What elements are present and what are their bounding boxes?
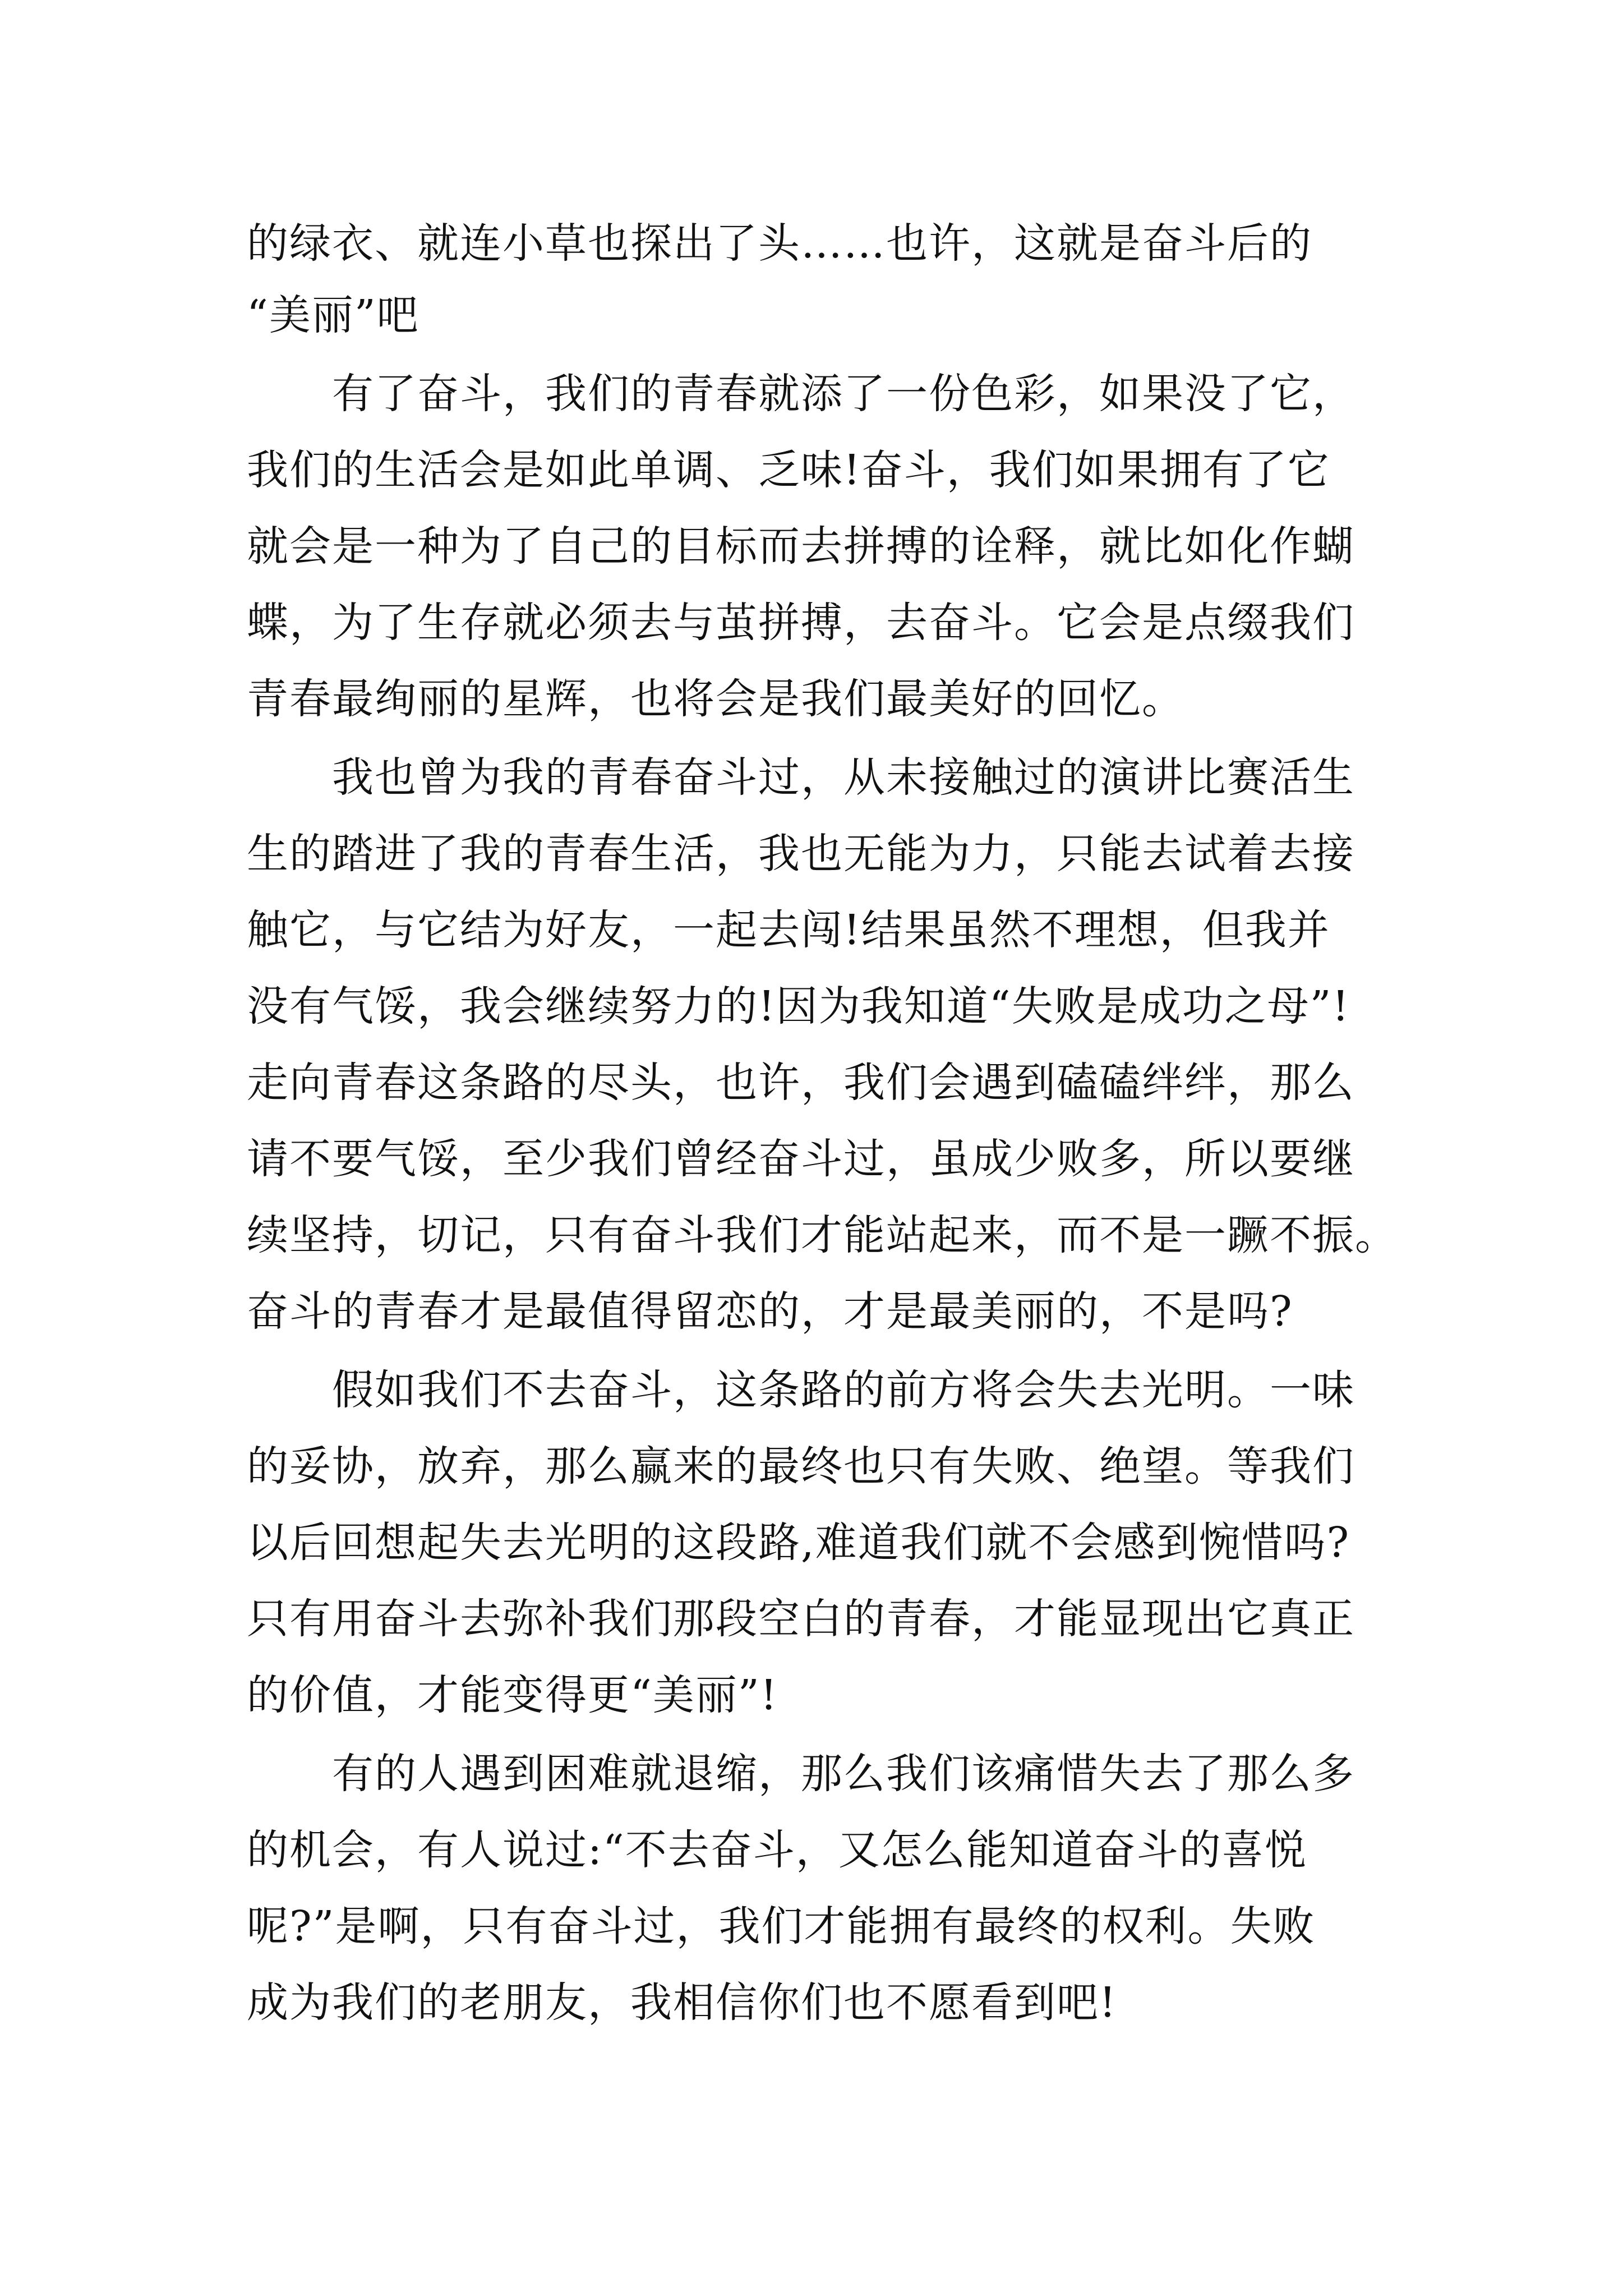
paragraph-first-line: 我也曾为我的青春奋斗过，从未接触过的演讲比赛活生 [332, 753, 1355, 802]
paragraph-first-line: 有的人遇到困难就退缩，那么我们该痛惜失去了那么多 [332, 1750, 1355, 1798]
text-line: 奋斗的青春才是最值得留恋的，才是最美丽的，不是吗? [247, 1287, 1293, 1336]
paragraph-first-line: 假如我们不去奋斗，这条路的前方将会失去光明。一味 [332, 1366, 1355, 1414]
text-line: 没有气馁，我会继续努力的!因为我知道“失败是成功之母”! [247, 982, 1350, 1030]
text-line: 只有用奋斗去弥补我们那段空白的青春，才能显现出它真正 [247, 1595, 1355, 1643]
text-line: 就会是一种为了自己的目标而去拼搏的诠释，就比如化作蝴 [247, 522, 1355, 570]
text-line: 蝶，为了生存就必须去与茧拼搏，去奋斗。它会是点缀我们 [247, 599, 1355, 647]
text-line: 成为我们的老朋友，我相信你们也不愿看到吧! [247, 1978, 1117, 2027]
text-line: 请不要气馁，至少我们曾经奋斗过，虽成少败多，所以要继 [247, 1135, 1355, 1183]
text-line: 呢?”是啊，只有奋斗过，我们才能拥有最终的权利。失败 [247, 1902, 1316, 1950]
paragraph-first-line: 有了奋斗，我们的青春就添了一份色彩，如果没了它， [332, 370, 1355, 418]
text-line: 青春最绚丽的星辉，也将会是我们最美好的回忆。 [247, 675, 1184, 723]
text-line: 走向青春这条路的尽头，也许，我们会遇到磕磕绊绊，那么 [247, 1059, 1355, 1107]
text-line: 的妥协，放弃，那么赢来的最终也只有失败、绝望。等我们 [247, 1442, 1355, 1490]
text-line: 续坚持，切记，只有奋斗我们才能站起来，而不是一蹶不振。 [247, 1211, 1398, 1259]
text-line: 触它，与它结为好友，一起去闯!结果虽然不理想，但我并 [247, 906, 1330, 954]
text-line: 我们的生活会是如此单调、乏味!奋斗，我们如果拥有了它 [247, 446, 1330, 494]
text-line: 生的踏进了我的青春生活，我也无能为力，只能去试着去接 [247, 830, 1355, 878]
text-line: 的绿衣、就连小草也探出了头……也许，这就是奋斗后的 [247, 219, 1312, 268]
text-line: “美丽”吧 [247, 291, 419, 339]
text-line: 的价值，才能变得更“美丽”! [247, 1671, 778, 1719]
text-line: 的机会，有人说过:“不去奋斗，又怎么能知道奋斗的喜悦 [247, 1826, 1307, 1874]
text-line: 以后回想起失去光明的这段路,难道我们就不会感到惋惜吗? [247, 1519, 1350, 1567]
